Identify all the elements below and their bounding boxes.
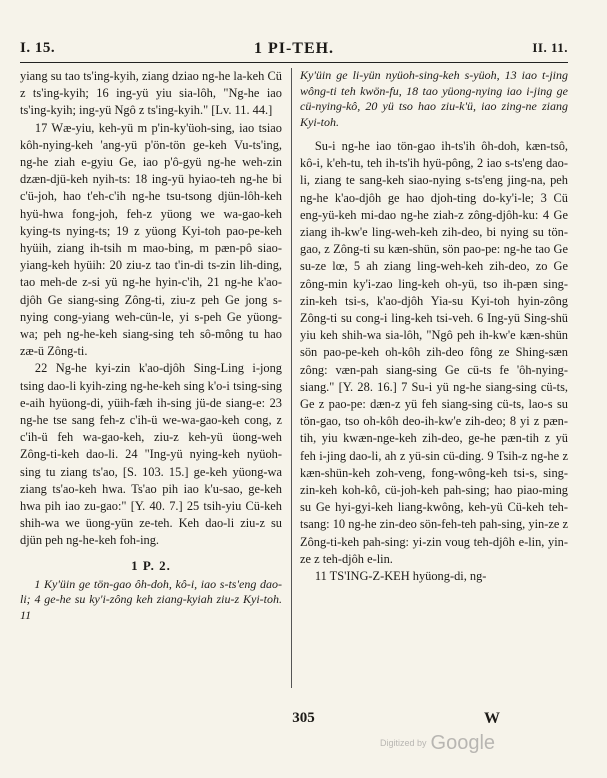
- paragraph: 22 Ng-he kyi-zin k'ao-djôh Sing-Ling i-jong tsing dao-li kyih-zing ng-he-keh sing k'o-i tsing-sing e-aih hyüong-di, yüih-fæh ih-sing jü-de siang-e: 23 ng-he tse sang feh-z c'ih-ü we-wa-gao-keh cong, z c'ih-ü feh wa-gao-keh, ziu-z keh-yü üong-weh Zông-ti-keh dao-li. 24 "Ing-yü nying-keh nyüoh-sing tu ziang ts'ao, [S. 103. 15.] ge-keh yüong-wa ziang ts'ao-keh hwa. Ts'ao pih iao k'u-sao, ge-keh hwa pih iao zu-gao:" [Y. 40. 7.] 25 tsih-yiu Cü-keh shih-wa we üong-yün ze-teh. Keh dao-li ziu-z su djün peh ng-he-keh foh-ing.: [20, 361, 282, 548]
- left-column: [20, 68, 282, 623]
- page-number: 305: [292, 710, 315, 726]
- spacer: [300, 130, 568, 138]
- column-divider: [291, 68, 292, 688]
- header-chapter-end: II. 11.: [532, 40, 568, 55]
- digitization-watermark: [380, 732, 495, 755]
- google-logo-text: Google: [430, 732, 496, 754]
- running-header: [20, 40, 568, 62]
- chapter-heading: 1 P. 2.: [131, 557, 171, 573]
- header-chapter-start: I. 15.: [20, 40, 56, 56]
- watermark-prefix: Digitized by: [380, 738, 427, 748]
- paragraph: 17 Wæ-yiu, keh-yü m p'in-ky'üoh-sing, iao tsiao kôh-nying-keh 'ang-yü p'ön-tön ge-keh Vu-ts'ing, ng-he ziah e-gyiu Ge, iao p'ô-gyü ng-he weh-zin dzæn-djü-keh nyih-ts: 18 ing-yü hyiao-teh ng-he bi c'ü-joh, hao t'eh-c'ih ng-he tsu-tsong djün-lôh-keh hyü-hwa fong-joh, feh-z yüong we wa-gao-keh kying-ts nying-ts; 19 z yüong Kyi-toh pao-pe-keh hyüih, ziang ih-tsih m mao-bing, m pæn-pô siao-yiang-keh hyüih: 20 ziu-z tao t'in-di ts-zin lih-ding, tao meh-de z-si yü ng-he hyin-c'ih, 21 ng-he k'ao-djôh Ge siang-sing Zông-ti, ziu-z peh Ge jong s-nying cong-yiang weh-cün-le, yi s-peh Ge yüong-wa; peh ng-he-keh siang-sing teh sô-mông tu hao zæ-ü Zông-ti.: [20, 120, 282, 359]
- chapter-summary: 1 Ky'üin ge tön-gao ôh-doh, kô-i, iao s-ts'eng dao-li; 4 ge-he su ky'i-zông keh ziang-kyiah ziu-z Kyi-toh. 11: [20, 576, 282, 622]
- paragraph: yiang su tao ts'ing-kyih, ziang dziao ng-he la-keh Cü z ts'ing-kyih; 16 ing-yü yiu sia-lôh, "Ng-he iao ts'ing-kyih; ing-yü Ngô z ts'ing-kyih." [Lv. 11. 44.]: [20, 69, 282, 118]
- chapter-summary-continued: Ky'üin ge li-yün nyüoh-sing-keh s-yüoh, 13 iao t-jing wông-ti teh kwön-fu, 18 tao yüong-nying iao i-jing ge cü-nying-kô, 20 yü tso hao ziu-k'ü, iao zing-ne ziang Kyi-toh.: [300, 68, 568, 129]
- header-rule: [20, 62, 568, 63]
- paragraph: Su-i ng-he iao tön-gao ih-ts'ih ôh-doh, kæn-tsô, kô-i, k'eh-tu, teh ih-ts'ih hyü-pông, 2 iao s-ts'eng dao-li, ziang te sang-keh siao-nying s-ts'eng jing-na, peh ng-he k'ao-djôh ge hao djoh-ting do-ky'i-le; 3 Cü eng-yü-keh mi-dao ng-he ziah-z zông-djôh-ku: 4 Ge ziang ih-kw'e ling-weh-keh zih-deo, bi nying su tön-gao, z Zông-ti su kæn-shün, sön pao-pe: ng-he tao Ge su-ze lœ, 5 ah ziang ling-weh-keh zih-deo, zo Ge zông-min ky'i-zao ling-keh oh-yü, tso ih-pæn sing-zin-keh tsi-s, k'ao-djôh Yia-su Kyi-toh hyin-zông Zông-ti su cong-i ling-keh tsi-veh. 6 Ing-yü Sing-shü yiu keh shih-wa sia-lôh, "Ngô peh ih-kw'e kæn-shün sön pao-pe-keh oh-kôh zih-deo fông ze Shing-sæn zông: væn-pah siang-sing Ge cü-ts fe 'ôh-nying-siang." [Y. 28. 16.] 7 Su-i yü ng-he siang-sing cü-ts, Ge z pao-pe: dæn-z yü feh siang-sing cü-ts, lao-s su tön-gao, tso oh-kôh deo-ih-kw'e zih-deo; 8 yi z pæn-tih, yiu kwæn-nge-keh zih-deo, ge-he pæn-tih z yü feh i-jing dao-li, ah z yü-sin cü-ding. 9 Tsih-z ng-he z kæn-shün-keh zoh-veng, fong-wông-keh tsi-s, sing-zin-keh koh-kô, cü-joh-keh pah-sing; hao piao-ming su Ge hyi-gyi-keh liang-kwông, keh-yü Cü-keh teh-tsang: 10 ng-he zin-deo sön-feh-teh pah-sing, yin-ze z Zông-ti-keh pah-sing: yi-zin voug teh-djôh e-lin, yin-ze z teh-djôh e-lin.: [300, 139, 568, 566]
- paragraph: 11 TS'ING-Z-KEH hyüong-di, ng-: [314, 569, 487, 584]
- header-title: 1 PI-TEH.: [253, 40, 335, 57]
- right-column: [300, 68, 568, 585]
- signature-mark: W: [484, 710, 500, 727]
